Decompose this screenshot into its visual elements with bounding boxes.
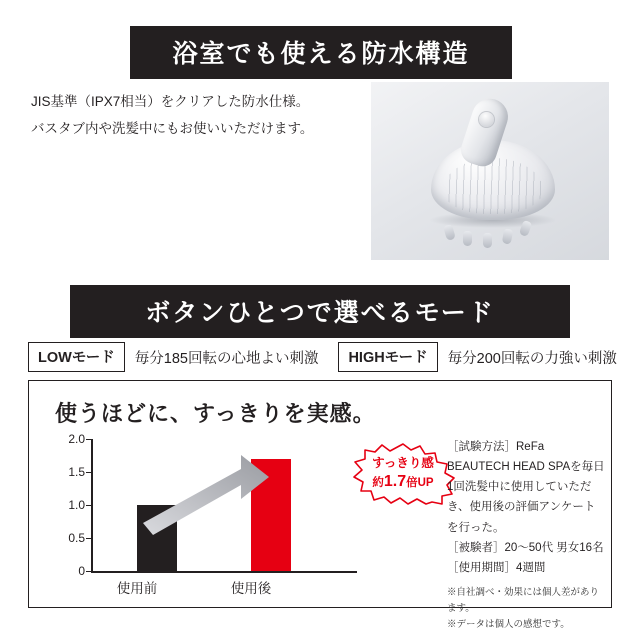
section1-banner: 浴室でも使える防水構造 [130, 26, 512, 79]
chart-ytick-0point5: 0.5 [41, 531, 85, 545]
section2-banner: ボタンひとつで選べるモード [70, 285, 570, 338]
note-disclaimer-1: ※自社調べ・効果には個人差があります。 [447, 586, 600, 615]
note-disclaimer-2: ※データは個人の感想です。 [447, 619, 570, 631]
growth-arrow-icon [91, 433, 371, 578]
mode-desc-low: 毎分185回転の心地よい刺激 [134, 350, 319, 367]
chart-ytick-2: 2.0 [41, 432, 85, 446]
device-nub [502, 228, 513, 244]
notes-spacer [447, 578, 605, 585]
chart-ytick-1point5: 1.5 [41, 465, 85, 479]
burst-line1: すっきり感 [372, 456, 434, 471]
mode-chip-low: LOWモード [28, 342, 125, 372]
chart-ytick-1: 1.0 [41, 498, 85, 512]
chart-xlabel-before: 使用前 [116, 581, 158, 596]
device-nub [463, 231, 472, 246]
burst-line2: 約1.7倍UP [372, 472, 434, 490]
chart-notes [447, 437, 605, 633]
device-ridges [443, 158, 543, 214]
section1-body-text [31, 88, 361, 142]
chart-title: 使うほどに、すっきりを実感。 [55, 401, 376, 426]
mode-desc-high: 毎分200回転の力強い刺激 [447, 350, 617, 367]
device-nub [483, 233, 492, 248]
section1-body-line1: JIS基準（IPX7相当）をクリアした防水仕様。 [31, 94, 310, 109]
mode-row [28, 342, 616, 372]
section1-body-line2: バスタブ内や洗髪中にもお使いいただけます。 [31, 121, 314, 136]
chart-panel [28, 380, 612, 631]
product-photo [371, 82, 609, 260]
chart-xlabel-after: 使用後 [230, 581, 272, 596]
note-period: ［使用期間］4週間 [447, 561, 546, 574]
chart-ytick-0: 0 [41, 564, 85, 578]
mode-chip-high: HIGHモード [338, 342, 437, 372]
note-subjects: ［被験者］20〜50代 男女16名 [447, 541, 604, 554]
chart-annotation-burst [351, 443, 455, 505]
note-method: ［試験方法］ReFa BEAUTECH HEAD SPAを毎日1回洗髪中に使用していただき、使用後の評価アンケートを行った。 [447, 441, 605, 534]
